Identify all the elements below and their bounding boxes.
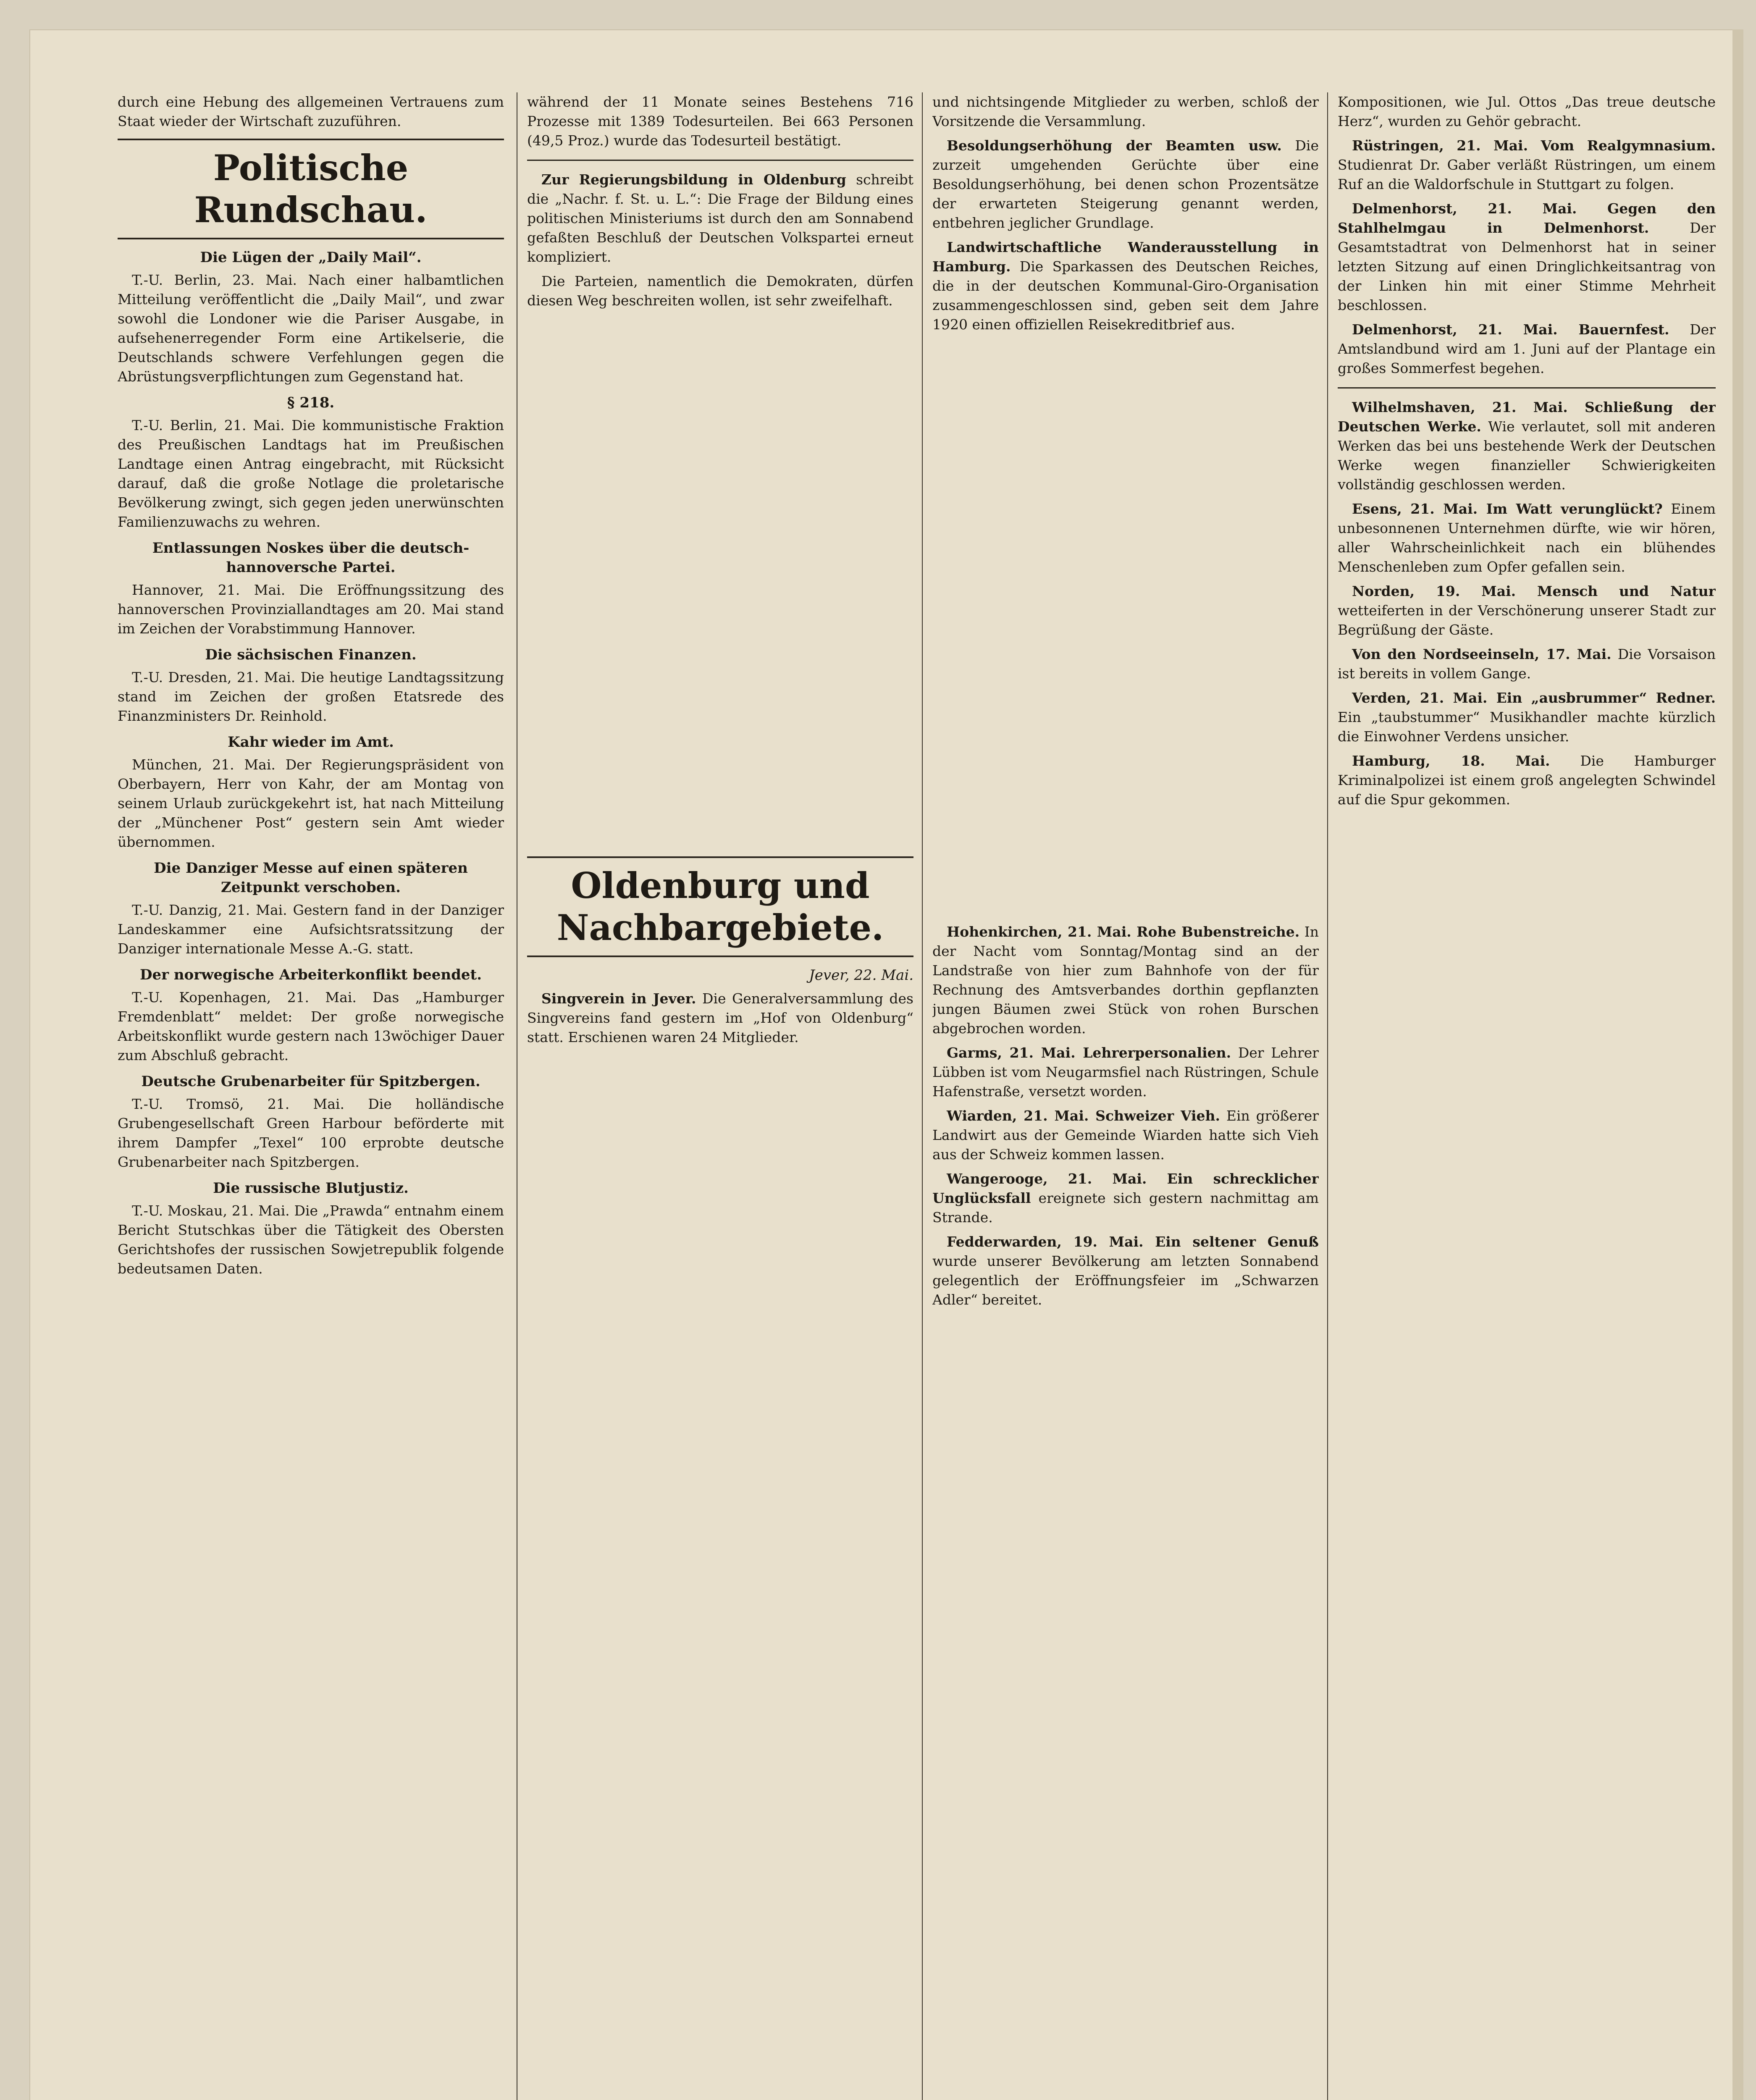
text-inline: wetteiferten in der Verschönerung unserer Stadt zur Begrüßung der Gäste. <box>1338 602 1716 638</box>
article-text <box>527 989 913 1047</box>
article-text: Hannover, 21. Mai. Die Eröffnungssitzung des hannoverschen Provinziallandtages am 20. Mai stand im Zeichen der Vorabstimmung Hannover. <box>118 582 504 637</box>
heading-inline: Hohenkirchen, 21. Mai. Rohe Bubenstreiche. <box>947 924 1300 940</box>
column-4 <box>1338 92 1716 2100</box>
heading: Die Danziger Messe auf einen späteren Zeitpunkt verschoben. <box>154 860 468 896</box>
article-text <box>932 136 1319 233</box>
text-inline: Einem unbesonnenen Unternehmen dürfte, wie wir hören, aller Wahrscheinlichkeit nach ein blühendes Menschenleben zum Opfer gefallen sein. <box>1338 501 1716 575</box>
heading: Die sächsischen Finanzen. <box>205 646 417 663</box>
text-inline: Die Vorsaison ist bereits in vollem Gange. <box>1338 646 1716 682</box>
article-text <box>932 922 1319 1038</box>
text-inline: Der Amtslandbund wird am 1. Juni auf der Plantage ein großes Sommerfest begehen. <box>1338 321 1716 376</box>
article-text: T.-U. Berlin, 23. Mai. Nach einer halbamtlichen Mitteilung veröffentlicht die „Daily Mail“, und zwar sowohl die Londoner wie die Pariser Ausgabe, in aufsehenerregender Form eine Artikelserie, die Deutschlands schwere Verfehlungen gegen die Abrüstungsverpflichtungen zum Gegenstand hat. <box>118 272 504 385</box>
newspaper-page <box>29 29 1743 2100</box>
text-inline: wurde unserer Bevölkerung am letzten Sonnabend gelegentlich der Eröffnungsfeier im „Schwarzen Adler“ bereitet. <box>932 1253 1319 1308</box>
article-text: Die Parteien, namentlich die Demokraten, dürfen diesen Weg beschreiten wollen, ist sehr zweifelhaft. <box>527 273 913 309</box>
article-text <box>932 1232 1319 1310</box>
heading-inline: Von den Nordseeinseln, 17. Mai. <box>1352 646 1612 662</box>
heading-inline: Esens, 21. Mai. Im Watt verunglückt? <box>1352 501 1663 517</box>
article-text <box>932 1106 1319 1164</box>
column-2 <box>527 92 913 2100</box>
article-text <box>1338 582 1716 640</box>
article-text: München, 21. Mai. Der Regierungspräsident von Oberbayern, Herr von Kahr, der am Montag von seinem Urlaub zurückgekehrt ist, hat nach Mitteilung der „Münchener Post“ gestern sein Amt wieder übernommen. <box>118 756 504 850</box>
text-inline: Ein größerer Landwirt aus der Gemeinde Wiarden hatte sich Vieh aus der Schweiz kommen lassen. <box>932 1108 1319 1163</box>
heading-inline: Singverein in Jever. <box>541 990 696 1007</box>
text-inline: Der Lehrer Lübben ist vom Neugarmsfiel nach Rüstringen, Schule Hafenstraße, versetzt worden. <box>932 1045 1319 1100</box>
text-inline: ereignete sich gestern nachmittag am Strande. <box>932 1190 1319 1226</box>
article-text: T.-U. Tromsö, 21. Mai. Die holländische Grubengesellschaft Green Harbour beförderte mit ihrem Dampfer „Texel“ 100 erprobte deutsche Grubenarbeiter nach Spitzbergen. <box>118 1096 504 1170</box>
text-inline: Die Sparkassen des Deutschen Reiches, die in der deutschen Kommunal-Giro-Organisation zusammengeschlossen sind, geben seit dem Jahre 1920 einen offiziellen Reisekreditbrief aus. <box>932 258 1319 333</box>
article-text: während der 11 Monate seines Bestehens 716 Prozesse mit 1389 Todesurteilen. Bei 663 Personen (49,5 Proz.) wurde das Todesurteil bestätigt. <box>527 94 913 149</box>
heading-inline: Fedderwarden, 19. Mai. Ein seltener Genuß <box>947 1234 1319 1250</box>
dateline: Jever, 22. Mai. <box>809 967 913 984</box>
text-inline: Die Generalversammlung des Singvereins fand gestern im „Hof von Oldenburg“ statt. Erschienen waren 24 Mitglieder. <box>527 990 913 1045</box>
text-inline: Der Gesamtstadtrat von Delmenhorst hat in seiner letzten Sitzung auf einen Dringlichkeitsantrag von der Linken hin mit einer Stimme Mehrheit beschlossen. <box>1338 220 1716 313</box>
text-inline: schreibt die „Nachr. f. St. u. L.“: Die Frage der Bildung eines politischen Ministeriums ist durch den am Sonnabend gefaßten Beschluß der Deutschen Volkspartei erneut kompliziert. <box>527 171 913 265</box>
heading: Entlassungen Noskes über die deutsch-hannoversche Partei. <box>152 540 470 576</box>
section-title-oldenburg: Oldenburg und Nachbargebiete. <box>527 856 913 957</box>
heading-inline: Norden, 19. Mai. Mensch und Natur <box>1352 583 1716 599</box>
heading: Deutsche Grubenarbeiter für Spitzbergen. <box>141 1073 480 1090</box>
text-inline: Ein „taubstummer“ Musikhandler machte kürzlich die Einwohner Verdens unsicher. <box>1338 709 1716 745</box>
heading-inline: Hamburg, 18. Mai. <box>1352 753 1550 769</box>
article-text <box>932 1043 1319 1101</box>
separator <box>1338 387 1716 388</box>
paper-edge <box>1732 29 1743 2100</box>
heading-inline: Wilhelmshaven, 21. Mai. Schließung der Deutschen Werke. <box>1338 399 1716 435</box>
heading: Der norwegische Arbeiterkonflikt beendet. <box>139 966 482 983</box>
article-text: Kompositionen, wie Jul. Ottos „Das treue deutsche Herz“, wurden zu Gehör gebracht. <box>1338 94 1716 129</box>
column-divider <box>922 92 923 2100</box>
intro-text: durch eine Hebung des allgemeinen Vertrauens zum Staat wieder der Wirtschaft zuzuführen. <box>118 94 504 129</box>
article-text <box>932 238 1319 334</box>
article-text <box>1338 199 1716 315</box>
heading-inline: Delmenhorst, 21. Mai. Gegen den Stahlhelmgau in Delmenhorst. <box>1338 200 1716 236</box>
text-inline: Wie verlautet, soll mit anderen Werken das bei uns bestehende Werk der Deutschen Werke wegen finanzieller Schwierigkeiten vollständig geschlossen werden. <box>1338 418 1716 493</box>
article-text <box>1338 398 1716 494</box>
heading-inline: Besoldungserhöhung der Beamten usw. <box>947 137 1282 154</box>
column-3 <box>932 92 1319 2100</box>
heading: Die Lügen der „Daily Mail“. <box>200 249 422 266</box>
article-text: T.-U. Moskau, 21. Mai. Die „Prawda“ entnahm einem Bericht Stutschkas über die Tätigkeit des Obersten Gerichtshofes der russischen Sowjetrepublik folgende bedeutsamen Daten. <box>118 1202 504 1277</box>
heading: Die russische Blutjustiz. <box>213 1180 409 1197</box>
article-text <box>1338 688 1716 746</box>
article-text: T.-U. Kopenhagen, 21. Mai. Das „Hamburger Fremdenblatt“ meldet: Der große norwegische Arbeitskonflikt wurde gestern nach 13wöchiger Dauer zum Abschluß gebracht. <box>118 989 504 1063</box>
heading-inline: Wangerooge, 21. Mai. Ein schrecklicher Unglücksfall <box>932 1171 1319 1206</box>
heading-inline: Wiarden, 21. Mai. Schweizer Vieh. <box>947 1108 1221 1124</box>
article-text <box>1338 751 1716 809</box>
heading-inline: Garms, 21. Mai. Lehrerpersonalien. <box>947 1045 1231 1061</box>
article-text <box>1338 136 1716 194</box>
heading-inline: Zur Regierungsbildung in Oldenburg <box>541 171 846 188</box>
heading: Kahr wieder im Amt. <box>228 734 394 751</box>
article-text <box>1338 645 1716 683</box>
section-title-political: Politische Rundschau. <box>118 139 504 239</box>
article-text <box>527 170 913 267</box>
text-inline: Studienrat Dr. Gaber verläßt Rüstringen, um einem Ruf an die Waldorfschule in Stuttgart zu folgen. <box>1338 157 1716 192</box>
column-divider <box>1327 92 1328 2100</box>
text-inline: In der Nacht vom Sonntag/Montag sind an der Landstraße von hier zum Bahnhofe von der für Rechnung des Amtsverbandes dorthin gepflanzten jungen Bäumen zwei Stück von rohen Burschen abgebrochen worden. <box>932 924 1319 1037</box>
text-inline: Die zurzeit umgehenden Gerüchte über eine Besoldungserhöhung, bei denen schon Prozentsätze der erwarteten Steigerung genannt werden, entbehren jeglicher Grundlage. <box>932 137 1319 231</box>
article-text <box>932 1169 1319 1227</box>
article-text <box>1338 320 1716 378</box>
heading-inline: Delmenhorst, 21. Mai. Bauernfest. <box>1352 321 1669 338</box>
column-1 <box>118 92 504 2100</box>
heading-inline: Verden, 21. Mai. Ein „ausbrummer“ Redner. <box>1352 690 1716 706</box>
article-text: T.-U. Danzig, 21. Mai. Gestern fand in der Danziger Landeskammer eine Aufsichtsratssitzung der Danziger internationale Messe A.-G. statt. <box>118 902 504 957</box>
article-text: und nichtsingende Mitglieder zu werben, schloß der Vorsitzende die Versammlung. <box>932 94 1319 129</box>
article-text: T.-U. Dresden, 21. Mai. Die heutige Landtagssitzung stand im Zeichen der großen Etatsrede des Finanzministers Dr. Reinhold. <box>118 669 504 724</box>
heading-inline: Landwirtschaftliche Wanderausstellung in Hamburg. <box>932 239 1319 275</box>
article-text: T.-U. Berlin, 21. Mai. Die kommunistische Fraktion des Preußischen Landtags hat im Preußischen Landtage einen Antrag eingebracht, mit Rücksicht darauf, daß die große Notlage die proletarische Bevölkerung zwingt, sich gegen jeden unerwünschten Familienzuwachs zu wehren. <box>118 417 504 530</box>
heading: § 218. <box>287 394 335 411</box>
heading-inline: Rüstringen, 21. Mai. Vom Realgymnasium. <box>1352 137 1716 154</box>
text-inline: Die Hamburger Kriminalpolizei ist einem groß angelegten Schwindel auf die Spur gekommen. <box>1338 753 1716 808</box>
article-text <box>1338 499 1716 577</box>
separator <box>527 160 913 161</box>
